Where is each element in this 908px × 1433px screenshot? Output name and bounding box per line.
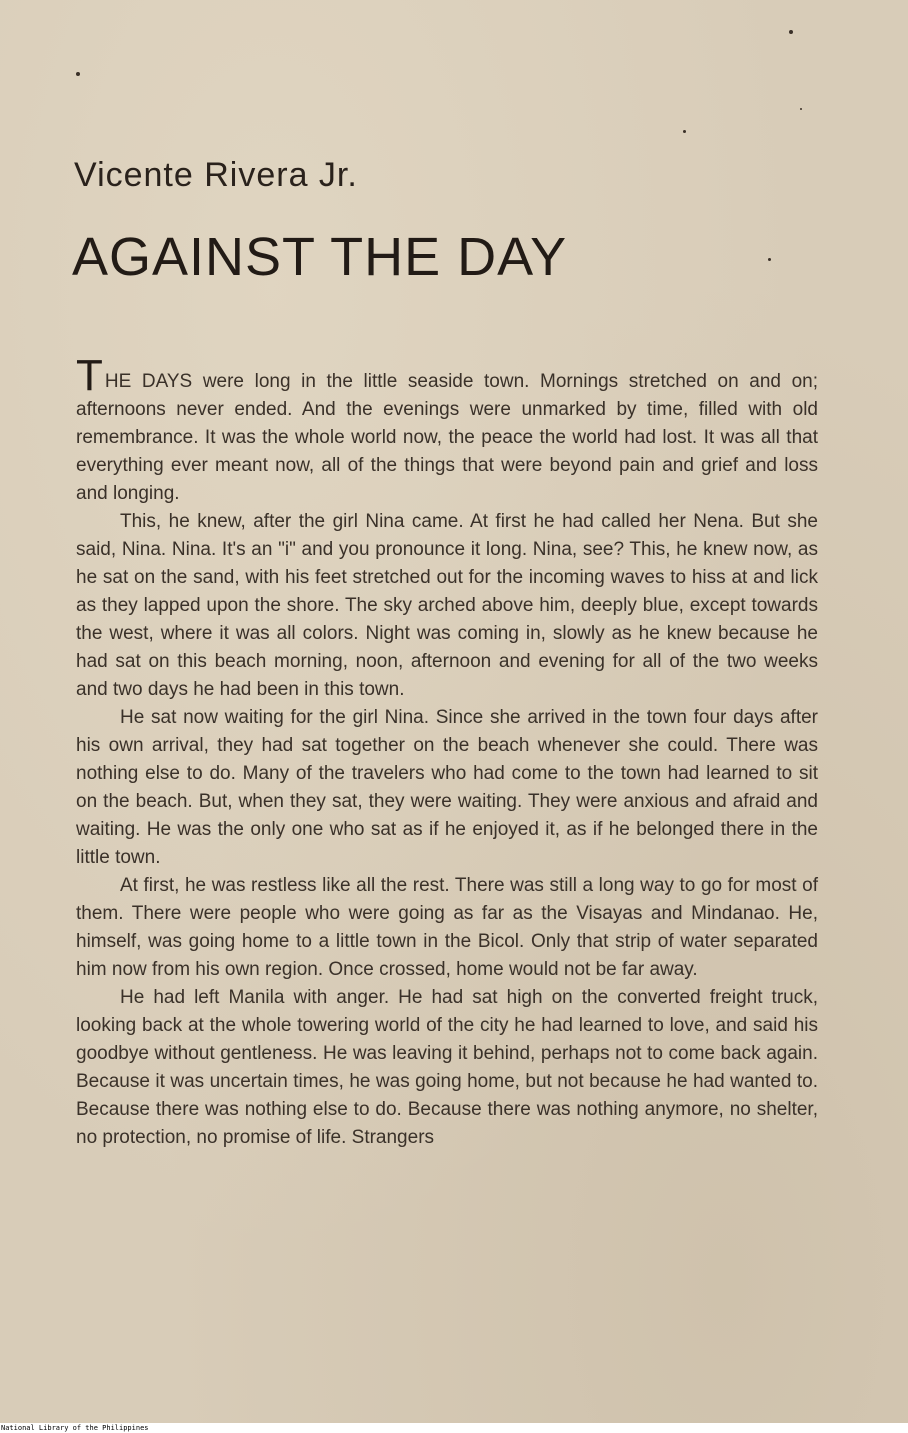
dust-speck xyxy=(76,72,80,76)
article-title: AGAINST THE DAY xyxy=(72,227,568,287)
paragraph-1 xyxy=(76,351,818,508)
dust-speck xyxy=(683,130,686,133)
dust-speck xyxy=(789,30,793,34)
dust-speck xyxy=(768,258,771,261)
paragraph-3: He sat now waiting for the girl Nina. Since she arrived in the town four days after his own arrival, they had sat together on the beach whenever she could. There was nothing else to do. Many of the travelers who had come to the town had learned to sit on the beach. But, when they sat, they were waiting. They were anxious and afraid and waiting. He was the only one who sat as if he enjoyed it, as if he belonged there in the little town. xyxy=(76,707,818,868)
paragraph-1-text: HE DAYS were long in the little seaside town. Mornings stretched on and on; afternoons never ended. And the evenings were unmarked by time, filled with old remembrance. It was the whole world now, the peace the world had lost. It was all that everything ever meant now, all of the things that were beyond pain and grief and loss and longing. xyxy=(76,371,818,504)
paragraph-2: This, he knew, after the girl Nina came. At first he had called her Nena. But she said, Nina. Nina. It's an "i" and you pronounce it long. Nina, see? This, he knew now, as he sat on the sand, with his feet stretched out for the incoming waves to hiss at and lick as they lapped upon the shore. The sky arched above him, deeply blue, except towards the west, where it was all colors. Night was coming in, slowly as he knew because he had sat on this beach morning, noon, afternoon and evening for all of the two weeks and two days he had been in this town. xyxy=(76,511,818,700)
article-body xyxy=(76,351,818,1152)
paragraph-5: He had left Manila with anger. He had sat high on the converted freight truck, looking back at the whole towering world of the city he had learned to love, and said his goodbye without gentleness. He was leaving it behind, perhaps not to come back again. Because it was uncertain times, he was going home, but not because he had wanted to. Because there was nothing else to do. Because there was nothing anymore, no shelter, no protection, no promise of life. Strangers xyxy=(76,987,818,1148)
drop-cap: T xyxy=(76,351,103,400)
library-credit: National Library of the Philippines xyxy=(1,1424,149,1432)
author-name: Vicente Rivera Jr. xyxy=(74,156,358,194)
dust-speck xyxy=(800,108,802,110)
paragraph-4: At first, he was restless like all the rest. There was still a long way to go for most of them. There were people who were going as far as the Visayas and Mindanao. He, himself, was going home to a little town in the Bicol. Only that strip of water separated him now from his own region. Once crossed, home would not be far away. xyxy=(76,875,818,980)
